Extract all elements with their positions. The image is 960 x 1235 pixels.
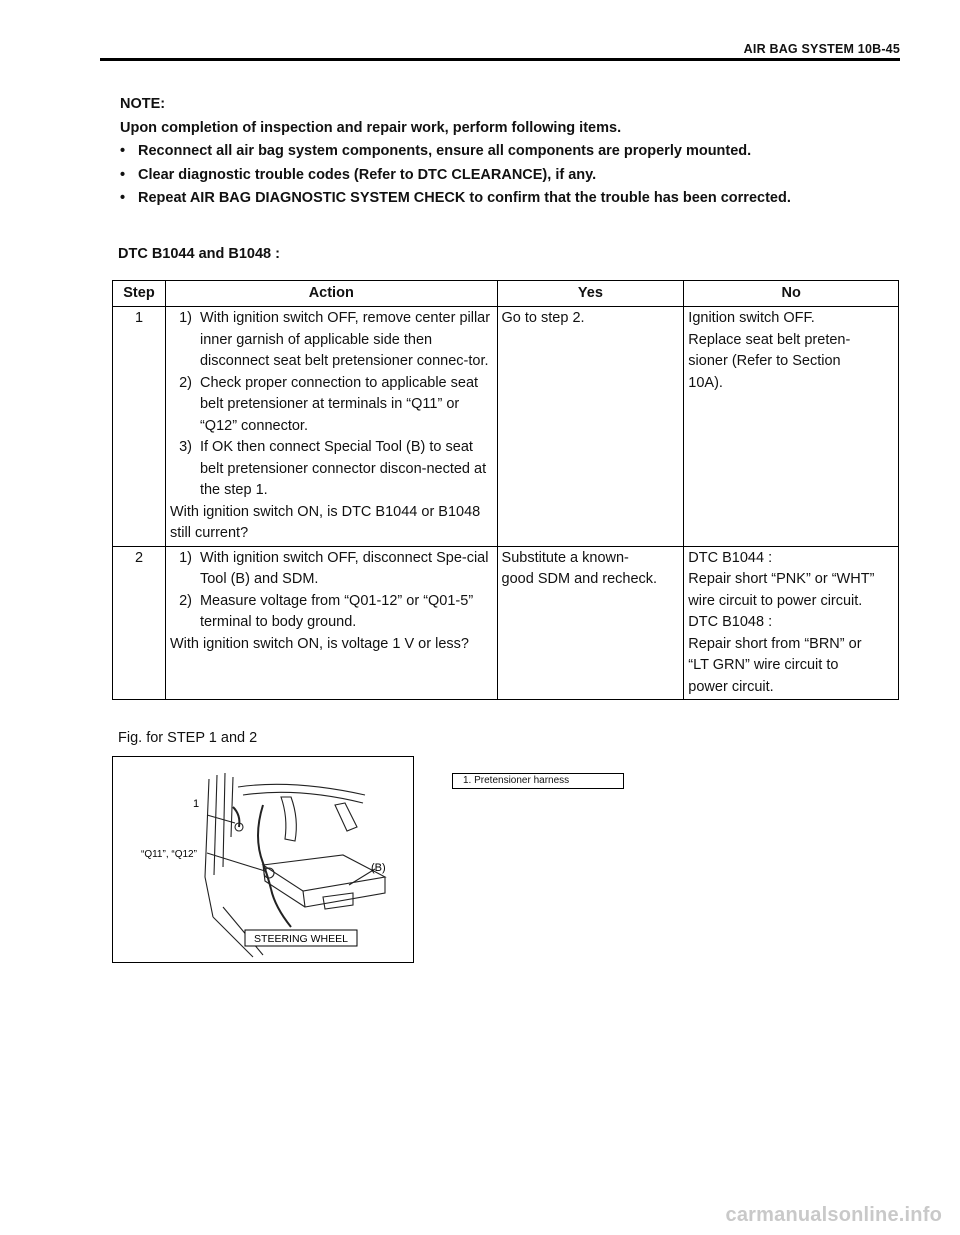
action-question: With ignition switch ON, is DTC B1044 or B1048 still current? [169, 503, 481, 541]
action-item-number: 3) [179, 439, 192, 455]
table-row [113, 546, 899, 700]
note-bullet [120, 140, 890, 164]
diagnostic-table [112, 280, 899, 700]
action-item [170, 373, 493, 438]
action-item-number: 2) [179, 374, 192, 391]
header-title: AIR BAG SYSTEM 10B-45 [743, 42, 900, 56]
note-bullet-text: Repeat AIR BAG DIAGNOSTIC SYSTEM CHECK to confirm that the trouble has been corrected. [138, 190, 791, 206]
yes-line: good SDM and recheck. [501, 571, 658, 587]
yes-cell [497, 546, 684, 700]
bullet-dot: • [120, 166, 126, 183]
table-row [113, 307, 899, 547]
no-line: Replace seat belt preten- [688, 331, 851, 348]
figure-legend: 1. Pretensioner harness [452, 773, 624, 789]
action-cell [165, 546, 497, 700]
no-cell [684, 546, 899, 700]
note-bullet [120, 164, 890, 188]
action-item-text: Measure voltage from “Q01-12” or “Q01-5” terminal to body ground. [199, 592, 474, 630]
action-item-text: If OK then connect Special Tool (B) to seat belt pretensioner connector discon-nected at the step 1. [199, 439, 487, 498]
steering-wheel-label: STEERING WHEEL [254, 933, 348, 945]
action-item [170, 548, 493, 591]
action-question: With ignition switch ON, is voltage 1 V or less? [169, 635, 469, 652]
no-line: Repair short “PNK” or “WHT” [688, 571, 875, 587]
action-cell [165, 307, 497, 547]
step-number: 2 [113, 546, 166, 700]
figure-caption: Fig. for STEP 1 and 2 [118, 730, 258, 746]
no-line: DTC B1044 : [688, 549, 773, 566]
yes-cell: Go to step 2. [497, 307, 684, 547]
header-yes: Yes [497, 281, 684, 307]
note-intro: Upon completion of inspection and repair work, perform following items. [120, 119, 622, 136]
no-line: power circuit. [688, 678, 774, 695]
callout-1: 1 [193, 798, 200, 810]
action-item [170, 308, 493, 373]
no-cell [684, 307, 899, 547]
figure-illustration [112, 756, 414, 963]
bullet-dot: • [120, 143, 126, 159]
table-header-row [113, 281, 899, 307]
pillar-line [214, 775, 217, 875]
no-line: DTC B1048 : [688, 614, 773, 630]
step-number: 1 [113, 307, 166, 547]
action-item-number: 2) [179, 592, 192, 609]
harness-diagram [113, 757, 413, 962]
note-block [120, 93, 890, 211]
no-line: Repair short from “BRN” or [688, 635, 862, 652]
note-bullet-text: Clear diagnostic trouble codes (Refer to DTC CLEARANCE), if any. [138, 166, 597, 183]
header-action: Action [165, 281, 497, 307]
action-item-number: 1) [179, 549, 192, 566]
pillar-line [205, 779, 213, 917]
connector-label: “Q11”, “Q12” [141, 849, 197, 860]
yes-line: Substitute a known- [501, 549, 629, 566]
no-line: wire circuit to power circuit. [688, 592, 863, 609]
note-bullet-text: Reconnect all air bag system components, ensure all components are properly mounted. [138, 143, 752, 159]
tool-label: (B) [371, 862, 386, 874]
watermark: carmanualsonline.info [725, 1204, 942, 1226]
no-line: 10A). [688, 374, 723, 391]
action-item-number: 1) [179, 310, 192, 326]
note-bullet [120, 187, 890, 211]
no-line: sioner (Refer to Section [688, 353, 841, 369]
action-item-text: With ignition switch OFF, disconnect Spe-cial Tool (B) and SDM. [199, 549, 489, 587]
no-line: “LT GRN” wire circuit to [688, 657, 839, 673]
header-step: Step [113, 281, 166, 307]
header-rule [100, 58, 900, 61]
dtc-title: DTC B1044 and B1048 : [118, 246, 280, 262]
note-label: NOTE: [120, 96, 166, 112]
action-item-text: Check proper connection to applicable seat belt pretensioner at terminals in “Q11” or “Q12” connector. [199, 374, 479, 434]
no-line: Ignition switch OFF. [688, 310, 815, 326]
header-no: No [684, 281, 899, 307]
bullet-dot: • [120, 190, 126, 206]
action-item-text: With ignition switch OFF, remove center pillar inner garnish of applicable side then disconnect seat belt pretensioner connec-tor. [199, 310, 491, 369]
action-item [170, 437, 493, 502]
action-item [170, 591, 493, 634]
